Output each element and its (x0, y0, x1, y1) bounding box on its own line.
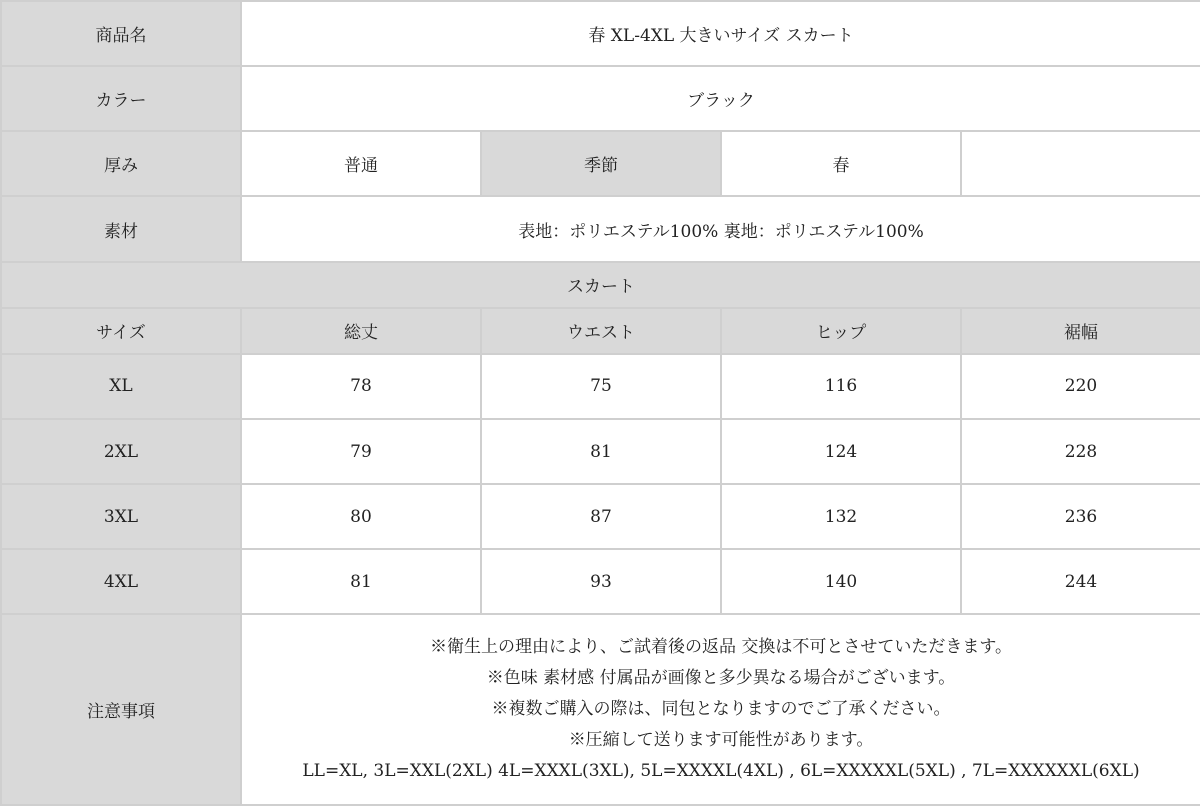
total-length-value: 81 (241, 549, 481, 614)
color-value: ブラック (241, 66, 1200, 131)
season-value: 春 (721, 131, 961, 196)
hem-width-value: 228 (961, 419, 1200, 484)
hip-value: 140 (721, 549, 961, 614)
notes-line: ※色味 素材感 付属品が画像と多少異なる場合がございます。 (486, 668, 956, 689)
season-label: 季節 (481, 131, 721, 196)
table-row (1, 354, 1200, 419)
product-name-value: 春 XL-4XL 大きいサイズ スカート (241, 1, 1200, 66)
table-row (1, 484, 1200, 549)
thickness-label: 厚み (1, 131, 241, 196)
product-name-row (1, 1, 1200, 66)
thickness-value: 普通 (241, 131, 481, 196)
table-row (1, 549, 1200, 614)
empty-cell (961, 131, 1200, 196)
notes-line: ※衛生上の理由により、ご試着後の返品 交換は不可とさせていただきます。 (429, 637, 1013, 658)
size-section-title-row (1, 262, 1200, 308)
size-name: 3XL (1, 484, 241, 549)
notes-content (241, 614, 1200, 805)
color-label: カラー (1, 66, 241, 131)
material-label: 素材 (1, 196, 241, 261)
header-hip: ヒップ (721, 308, 961, 354)
total-length-value: 79 (241, 419, 481, 484)
waist-value: 81 (481, 419, 721, 484)
size-section-title: スカート (1, 262, 1200, 308)
notes-line: ※圧縮して送ります可能性があります。 (568, 730, 874, 751)
hem-width-value: 244 (961, 549, 1200, 614)
size-name: XL (1, 354, 241, 419)
size-conversion-line: LL=XL, 3L=XXL(2XL) 4L=XXXL(3XL), 5L=XXXXL(4XL) , 6L=XXXXXL(5XL) , 7L=XXXXXXL(6XL) (302, 761, 1140, 782)
total-length-value: 80 (241, 484, 481, 549)
hip-value: 124 (721, 419, 961, 484)
hem-width-value: 236 (961, 484, 1200, 549)
thickness-season-row (1, 131, 1200, 196)
header-waist: ウエスト (481, 308, 721, 354)
waist-value: 87 (481, 484, 721, 549)
header-total-length: 総丈 (241, 308, 481, 354)
notes-label: 注意事項 (1, 614, 241, 805)
color-row (1, 66, 1200, 131)
waist-value: 93 (481, 549, 721, 614)
waist-value: 75 (481, 354, 721, 419)
hem-width-value: 220 (961, 354, 1200, 419)
material-value: 表地：ポリエステル100% 裏地：ポリエステル100% (241, 196, 1200, 261)
size-header-row (1, 308, 1200, 354)
size-name: 2XL (1, 419, 241, 484)
material-row (1, 196, 1200, 261)
hip-value: 116 (721, 354, 961, 419)
total-length-value: 78 (241, 354, 481, 419)
header-hem-width: 裾幅 (961, 308, 1200, 354)
table-row (1, 419, 1200, 484)
header-size: サイズ (1, 308, 241, 354)
notes-line: ※複数ご購入の際は、同包となりますのでご了承ください。 (491, 699, 951, 720)
product-name-label: 商品名 (1, 1, 241, 66)
size-name: 4XL (1, 549, 241, 614)
hip-value: 132 (721, 484, 961, 549)
notes-row (1, 614, 1200, 805)
